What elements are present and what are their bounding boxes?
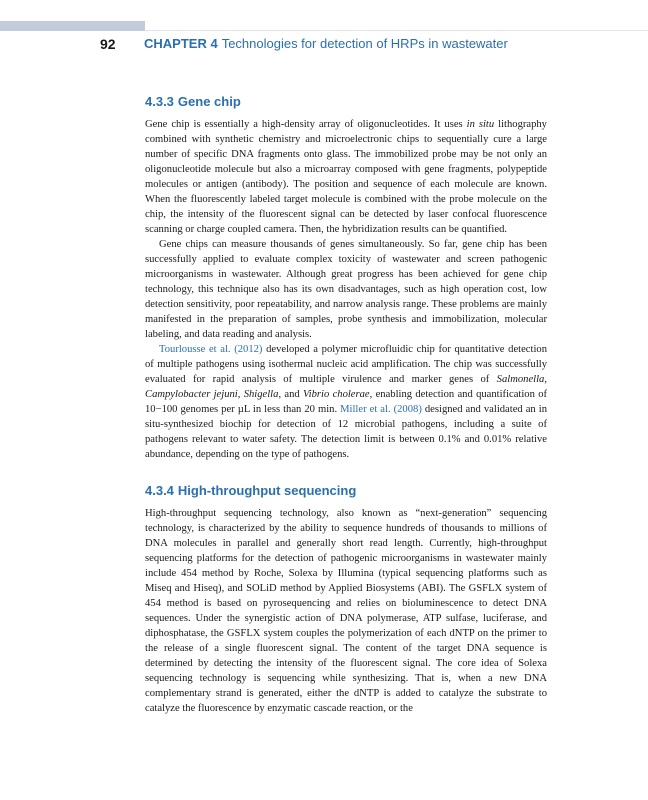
species-name: Campylobacter jejuni bbox=[145, 389, 238, 400]
header-color-bar bbox=[0, 21, 145, 31]
page-body bbox=[145, 93, 547, 716]
species-name: Salmonella bbox=[496, 374, 545, 385]
text-run: , and bbox=[278, 389, 303, 400]
text-run: , bbox=[544, 374, 547, 385]
header-rule bbox=[145, 30, 648, 31]
paragraph: Gene chips can measure thousands of genes simultaneously. So far, gene chip has been successfully applied to evaluate complex toxicity of wastewater and screen pathogenic microorganisms in wastewater. Although great progress has been achieved for gene chip technology, this technique also has its own disadvantages, such as high operation cost, low detection sensitivity, poor repeatability, and narrow analysis range. These problems are mainly manifested in the preparation of samples, probe synthesis and immobilization, molecular labeling, and data reading and analysis. bbox=[145, 239, 547, 340]
running-header bbox=[144, 36, 508, 51]
italic-term: in situ bbox=[466, 119, 495, 130]
citation-link[interactable]: Tourlousse et al. (2012) bbox=[159, 344, 263, 355]
section-number: 4.3.3 bbox=[145, 94, 174, 109]
section-heading-high-throughput-sequencing bbox=[145, 482, 547, 500]
text-run: designed and validated an in situ-synthesized biochip for detection of 12 microbial pathogens, including a suite of pathogens relevant to water safety. The detection limit is between 0.1% and 0.01% relative abundance, depending on the type of pathogens. bbox=[145, 404, 547, 460]
text-run: lithography combined with synthetic chemistry and microelectronic chips to sequentially cure a large number of specific DNA fragments onto glass. The immobilized probe may be not only an oligonucleotide molecule but also a microarray composed with gene fragments, polypeptide molecules or antigen (antibody). The position and sequence of each molecule are known. When the fluorescently labeled target molecule is combined with the probe molecule on the chip, the intensity of the fluorescent signal can be detected by laser confocal fluorescence scanning or charge coupled camera. Then, the hybridization results can be quantified. bbox=[145, 119, 547, 235]
section-heading-gene-chip bbox=[145, 93, 547, 111]
paragraph: High-throughput sequencing technology, also known as “next-generation” sequencing technology, is characterized by the ability to sequence hundreds of thousands to millions of DNA molecules in parallel and generally short read length. Currently, high-throughput sequencing platforms for the detection of pathogenic microorganisms in wastewater mainly include 454 method by Roche, Solexa by Illumina (typical sequencing platforms such as Miseq and Hiseq), and SOLiD method by Applied Biosystems (ABI). The GSFLX system of 454 method is based on pyrosequencing and relies on bioluminescence to detect DNA sequences. Under the synergistic action of DNA polymerase, ATP sulfase, luciferase, and diphosphatase, the GSFLX system couples the polymerization of each dNTP on the primer to the release of a single fluorescent signal. The content of the target DNA sequence is determined by detecting the intensity of the fluorescent signal. The core idea of Solexa sequencing technology is sequencing while synthesizing. That is, when a new DNA complementary strand is generated, either the dNTP is added to catalyze the substrate to catalyze the fluorescence by enzymatic cascade reaction, or the bbox=[145, 508, 547, 714]
text-run: developed a polymer microfluidic chip for quantitative detection of multiple pathogens using isothermal nucleic acid amplification. The chip was successfully evaluated for rapid analysis of multiple virulence and marker genes of bbox=[145, 344, 547, 385]
section-title: Gene chip bbox=[177, 94, 241, 109]
text-run: Gene chip is essentially a high-density array of oligonucleotides. It uses bbox=[145, 119, 467, 130]
species-name: Vibrio cholerae bbox=[302, 389, 370, 400]
text-run: , bbox=[237, 389, 244, 400]
section-number: 4.3.4 bbox=[145, 483, 174, 498]
chapter-label: CHAPTER 4 bbox=[144, 36, 218, 51]
citation-link[interactable]: Miller et al. (2008) bbox=[340, 404, 422, 415]
paragraph bbox=[145, 342, 547, 462]
text-run: , enabling detection and quantification of 10−100 genomes per µL in less than 20 min. bbox=[145, 389, 548, 415]
section-title: High-throughput sequencing bbox=[177, 483, 357, 498]
species-name: Shigella bbox=[243, 389, 279, 400]
page-number: 92 bbox=[100, 36, 116, 52]
paragraph bbox=[145, 117, 547, 237]
chapter-title: Technologies for detection of HRPs in wastewater bbox=[221, 36, 508, 51]
